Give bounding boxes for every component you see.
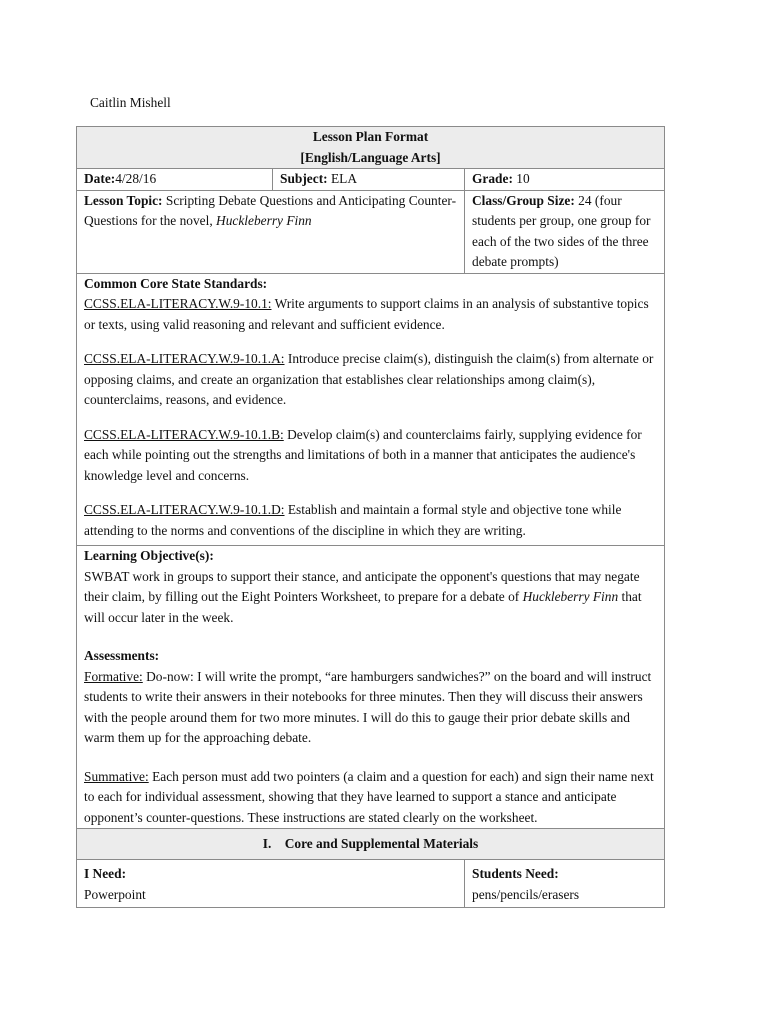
subject-label: Subject:: [280, 171, 328, 186]
standard-text: Introduce precise claim(s), distinguish the claim(s) from alternate or opposing claims, and create an organization that establishes clear relationships among claim(s), counterclaims, reasons, and evidence.: [84, 351, 654, 407]
class-size-value: 24 (four students per group, one group for each of the two sides of the three debate prompts): [472, 192, 651, 269]
objectives-text: [84, 567, 657, 629]
grade-label: Grade:: [472, 171, 513, 186]
date-value: 4/28/16: [115, 171, 157, 186]
lesson-topic-cell: [77, 190, 465, 273]
standards-row: [77, 273, 665, 546]
materials-heading-row: [77, 829, 665, 860]
date-label: Date:: [84, 171, 116, 186]
author-name: Caitlin Mishell: [90, 95, 171, 110]
subject-value: ELA: [330, 171, 357, 186]
document-subtitle: [English/Language Arts]: [300, 149, 441, 165]
standards-heading: Common Core State Standards:: [84, 275, 268, 291]
spacer: [84, 335, 657, 349]
objectives-text-start: SWBAT work in groups to support their stance, and anticipate the opponent's questions that may negate their claim, by filling out the Eight Pointers Worksheet, to prepare for a debate of: [84, 568, 640, 604]
summative-assessment: [84, 767, 657, 829]
formative-assessment: [84, 667, 657, 749]
standard-code-link[interactable]: CCSS.ELA-LITERACY.W.9-10.1.B:: [84, 426, 284, 442]
lesson-topic-label: Lesson Topic:: [84, 192, 163, 208]
header-row: [77, 127, 665, 169]
spacer: [84, 628, 657, 646]
standard-item: [84, 294, 657, 335]
standard-text: Develop claim(s) and counterclaims fairly, supplying evidence for each while pointing out the strengths and limitations of both in a manner that anticipates the audience's knowledge level and concerns.: [84, 426, 642, 483]
standard-item: [84, 349, 657, 411]
class-size-label: Class/Group Size:: [472, 192, 575, 208]
document-title: Lesson Plan Format: [312, 129, 429, 144]
subject-cell: [273, 169, 465, 191]
materials-heading: I. Core and Supplemental Materials: [262, 835, 479, 851]
teacher-materials-label: I Need:: [84, 866, 127, 881]
topic-row: [77, 190, 665, 273]
spacer: [84, 486, 657, 500]
standard-text: Establish and maintain a formal style and objective tone while attending to the norms and conventions of the discipline in which they are writing.: [84, 502, 622, 538]
standards-cell: [77, 273, 665, 546]
lesson-topic-text: Scripting Debate Questions and Anticipating Counter-Questions for the novel,: [84, 192, 457, 228]
standard-code-link[interactable]: CCSS.ELA-LITERACY.W.9-10.1:: [84, 296, 272, 311]
objectives-cell: [77, 546, 665, 829]
student-materials-label: Students Need:: [472, 866, 559, 881]
student-materials-cell: [465, 860, 665, 908]
standard-code-link[interactable]: CCSS.ELA-LITERACY.W.9-10.1.A:: [84, 351, 285, 366]
teacher-materials-item: Powerpoint: [84, 886, 146, 902]
class-size-cell: [465, 190, 665, 273]
info-row: [77, 169, 665, 191]
lesson-plan-table: [76, 126, 665, 908]
date-cell: [77, 169, 273, 191]
objectives-row: [77, 546, 665, 829]
standard-text: Write arguments to support claims in an analysis of substantive topics or texts, using valid reasoning and relevant and sufficient evidence.: [84, 296, 649, 332]
objectives-text-end: that will occur later in the week.: [84, 589, 642, 625]
lesson-topic-novel: Huckleberry Finn: [216, 213, 312, 228]
standard-item: [84, 500, 657, 541]
formative-label: Formative:: [84, 668, 143, 684]
spacer: [84, 749, 657, 767]
student-materials-item: pens/pencils/erasers: [472, 886, 580, 902]
standard-item: [84, 425, 657, 487]
formative-text: Do-now: I will write the prompt, “are hamburgers sandwiches?” on the board and will instruct students to write their answers in their notebooks for three minutes. Then they will discuss their answers with the people around them for two more minutes. I will do this to gauge their prior debate skills and warm them up for the approaching debate.: [84, 668, 652, 745]
objectives-heading: Learning Objective(s):: [84, 548, 214, 563]
spacer: [84, 411, 657, 425]
standard-code-link[interactable]: CCSS.ELA-LITERACY.W.9-10.1.D:: [84, 502, 285, 517]
summative-text: Each person must add two pointers (a claim and a question for each) and sign their name next to each for individual assessment, showing that they have learned to support a stance and anticipate opponent’s counter-questions. These instructions are stated clearly on the worksheet.: [84, 768, 654, 825]
summative-label: Summative:: [84, 768, 149, 784]
assessments-heading: Assessments:: [84, 648, 160, 663]
teacher-materials-cell: [77, 860, 465, 908]
grade-value: 10: [516, 171, 530, 186]
materials-row: [77, 860, 665, 908]
objectives-novel: Huckleberry Finn: [522, 589, 619, 604]
grade-cell: [465, 169, 665, 191]
